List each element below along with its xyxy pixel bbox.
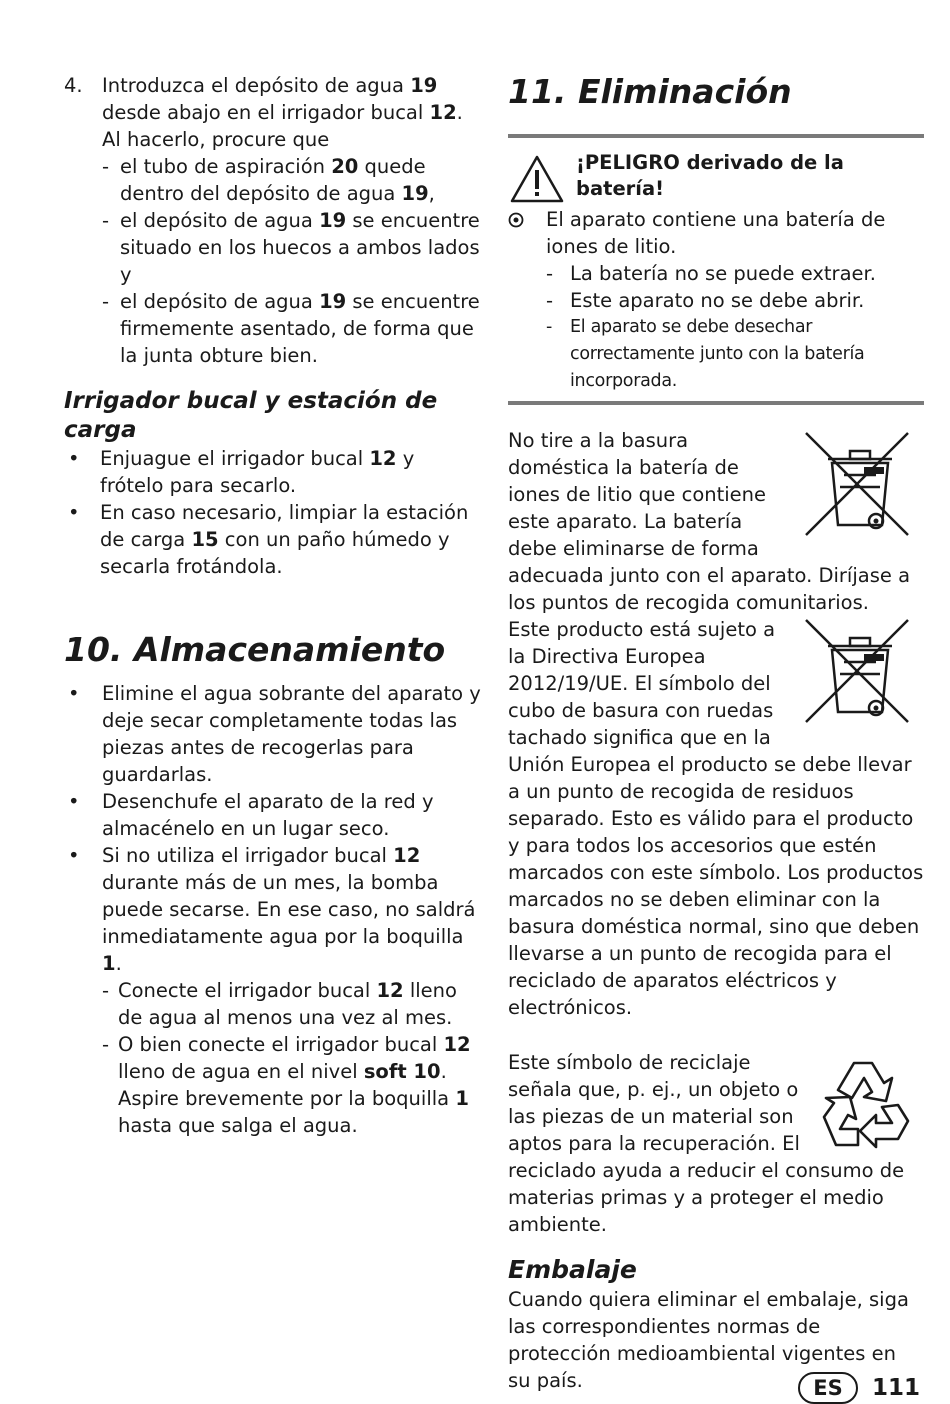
step-number: 4. <box>64 74 83 97</box>
ref-number: 19 <box>401 182 429 205</box>
step-4-sub-2 <box>102 207 482 288</box>
irrigador-bullet-1 <box>64 445 482 499</box>
almacenamiento-bullet-1: • Elimine el agua sobrante del aparato y deje secar completamente todas las piezas antes de recogerlas para guardarlas. <box>64 680 482 788</box>
sub-text: quede dentro del depósito de agua <box>120 155 426 205</box>
warning-title: ¡PELIGRO derivado de la batería! <box>576 151 844 200</box>
ref-number: 12 <box>376 979 404 1002</box>
sub-text: se encuentre situado en los huecos a ambos lados y <box>120 209 480 286</box>
warning-sub-1: - La batería no se puede extraer. <box>546 260 924 287</box>
disposal-paragraph-2 <box>508 616 924 1021</box>
step-4-sub-3 <box>102 288 482 369</box>
almacenamiento-bullet-2: • Desenchufe el aparato de la red y almacénelo en un lugar seco. <box>64 788 482 842</box>
sub-text: , <box>428 182 435 205</box>
left-column <box>64 72 482 1139</box>
almacenamiento-sub-1 <box>102 977 482 1031</box>
language-badge: ES <box>798 1372 858 1404</box>
step-text: . Al hacerlo, procure que <box>102 101 463 151</box>
sub-text: el depósito de agua <box>120 290 320 313</box>
bullet-text: y frótelo para secarlo. <box>100 447 415 497</box>
ref-number: 1 <box>455 1087 469 1110</box>
eliminacion-heading: 11. Eliminación <box>508 72 792 111</box>
irrigador-bullet-2 <box>64 499 482 580</box>
ref-number: 12 <box>369 447 397 470</box>
bullet-text: . <box>115 952 122 975</box>
ref-number: 19 <box>319 209 347 232</box>
crossed-bin-icon <box>802 429 918 541</box>
irrigador-heading: Irrigador bucal y estación de carga <box>64 388 438 443</box>
ref-number: 19 <box>410 74 438 97</box>
ref-number: 15 <box>191 528 219 551</box>
warning-item <box>508 206 924 260</box>
warning-header <box>508 150 924 204</box>
level-label: soft 10 <box>363 1060 441 1083</box>
embalaje-heading: Embalaje <box>508 1255 637 1284</box>
sub-text: . Aspire brevemente por la boquilla <box>118 1060 456 1110</box>
target-bullet-icon <box>508 212 524 228</box>
sub-text: hasta que salga el agua. <box>118 1114 358 1137</box>
warning-item-text: El aparato contiene una batería de iones de litio. <box>546 208 886 258</box>
disposal-text-2: Este producto está sujeto a la Directiva Europea 2012/19/UE. El símbolo del cubo de basura con ruedas tachado significa que en la Unión Europea el producto se debe llevar a un punto de recogida de residuos separado. Esto es válido para el producto y para todos los accesorios que estén marcados con este símbolo. Los productos marcados no se deben eliminar con la basura doméstica normal, sino que deben llevarse a un punto de recogida para el reciclado de aparatos eléctricos y electrónicos. <box>508 618 924 1019</box>
disposal-paragraph-1 <box>508 427 924 616</box>
almacenamiento-sub-2 <box>102 1031 482 1139</box>
bullet-text: En caso necesario, limpiar la estación de carga <box>100 501 469 551</box>
disposal-text-1: No tire a la basura doméstica la batería de iones de litio que contiene este aparato. La batería debe eliminarse de forma adecuada junto con el aparato. Diríjase a los puntos de recogida comunitarios. <box>508 429 911 614</box>
recycling-icon <box>814 1051 918 1155</box>
warning-sub-2: - Este aparato no se debe abrir. <box>546 287 924 314</box>
warning-box <box>508 134 924 405</box>
weee-bin-icon <box>802 616 918 728</box>
bullet-text: con un paño húmedo y secarla frotándola. <box>100 528 450 578</box>
almacenamiento-bullet-3 <box>64 842 482 977</box>
sub-text: el depósito de agua <box>120 209 320 232</box>
ref-number: 20 <box>331 155 359 178</box>
ref-number: 12 <box>393 844 421 867</box>
page-number: 111 <box>871 1375 920 1401</box>
warning-triangle-icon <box>510 154 564 204</box>
right-column <box>508 72 924 1394</box>
sub-text: lleno de agua en el nivel <box>118 1060 364 1083</box>
sub-text: lleno de agua al menos una vez al mes. <box>118 979 457 1029</box>
sub-text: Conecte el irrigador bucal <box>118 979 377 1002</box>
almacenamiento-heading: 10. Almacenamiento <box>64 630 446 669</box>
sub-text: el tubo de aspiración <box>120 155 332 178</box>
warning-sub-3: - El aparato se debe desechar correctamente junto con la batería incorporada. <box>546 314 924 395</box>
recycling-text: Este símbolo de reciclaje señala que, p. ej., un objeto o las piezas de un material son aptos para la recuperación. El reciclado ayuda a reducir el consumo de materias primas y a proteger el medio ambiente. <box>508 1051 905 1236</box>
recycling-paragraph <box>508 1049 924 1238</box>
ref-number: 12 <box>443 1033 471 1056</box>
bullet-text: Enjuague el irrigador bucal <box>100 447 370 470</box>
bullet-text: Si no utiliza el irrigador bucal <box>102 844 394 867</box>
step-4-sub-1 <box>102 153 482 207</box>
step-4 <box>64 72 482 153</box>
ref-number: 12 <box>429 101 457 124</box>
step-text: Introduzca el depósito de agua <box>102 74 411 97</box>
sub-text: se encuentre firmemente asentado, de forma que la junta obture bien. <box>120 290 480 367</box>
embalaje-text: Cuando quiera eliminar el embalaje, siga las correspondientes normas de protección medioambiental vigentes en su país. <box>508 1288 909 1392</box>
step-text: desde abajo en el irrigador bucal <box>102 101 430 124</box>
bullet-text: durante más de un mes, la bomba puede secarse. En ese caso, no saldrá inmediatamente agua por la boquilla <box>102 871 476 948</box>
ref-number: 1 <box>102 952 116 975</box>
sub-text: O bien conecte el irrigador bucal <box>118 1033 444 1056</box>
ref-number: 19 <box>319 290 347 313</box>
